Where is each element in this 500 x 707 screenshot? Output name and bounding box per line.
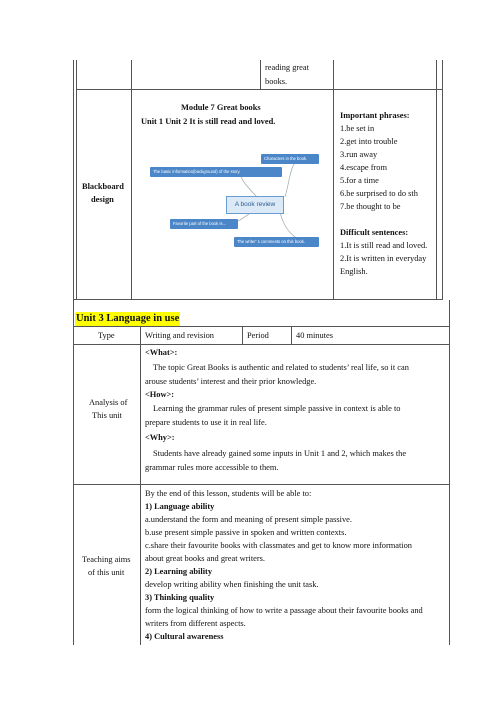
phrase-item: 3.run away xyxy=(340,150,378,159)
why-heading: <Why>: xyxy=(145,433,175,442)
mindmap-center: A book review xyxy=(226,196,284,214)
unit3-title: Unit 3 Language in use xyxy=(76,313,180,324)
table-border xyxy=(436,60,437,300)
sentence-item: English. xyxy=(340,267,368,276)
aim-heading: 3) Thinking quality xyxy=(145,593,215,602)
reading-line: books. xyxy=(265,77,288,86)
aim-text: a.understand the form and meaning of present simple passive. xyxy=(145,515,352,524)
table-border xyxy=(73,299,443,300)
aim-text: writers from different aspects. xyxy=(145,619,246,628)
what-heading: <What>: xyxy=(145,348,178,357)
type-value: Writing and revision xyxy=(145,331,214,340)
phrase-item: 2.get into trouble xyxy=(340,137,398,146)
aim-text: b.use present simple passive in spoken and written contexts. xyxy=(145,528,347,537)
mindmap-node-favorite: Favorite part of the book is... xyxy=(170,219,238,229)
what-text: arouse students’ interest and their prior knowledge. xyxy=(145,377,317,386)
phrase-item: 7.be thought to be xyxy=(340,202,401,211)
table-border xyxy=(442,60,443,300)
aim-text: c.share their favourite books with classmates and get to know more information xyxy=(145,541,412,550)
table-border xyxy=(73,326,450,327)
module-title: Module 7 Great books xyxy=(181,103,261,112)
table-border xyxy=(73,60,74,300)
table-border xyxy=(242,326,243,344)
important-heading: Important phrases: xyxy=(340,111,410,120)
phrase-item: 5.for a time xyxy=(340,176,379,185)
aims-intro: By the end of this lesson, students will be able to: xyxy=(145,489,312,498)
phrase-item: 4.escape from xyxy=(340,163,387,172)
section-border xyxy=(449,300,450,645)
why-text: Students have already gained some inputs in Unit 1 and 2, which makes the xyxy=(153,449,407,458)
what-text: The topic Great Books is authentic and related to students’ real life, so it can xyxy=(153,363,409,372)
table-border xyxy=(260,60,261,90)
table-border xyxy=(73,344,450,345)
aims-label: of this unit xyxy=(88,568,125,577)
how-text: Learning the grammar rules of present simple passive in context is able to xyxy=(153,404,401,413)
table-border xyxy=(140,326,141,645)
analysis-label: Analysis of xyxy=(89,398,128,407)
mindmap-node-basic: The basic information(background) of the story. xyxy=(150,167,282,177)
table-border xyxy=(73,484,450,485)
how-text: prepare students to use it in real life. xyxy=(145,418,267,427)
why-text: grammar rules more accessible to them. xyxy=(145,463,279,472)
type-label: Type xyxy=(98,331,115,340)
mindmap-node-characters: Characters in the book. xyxy=(261,154,319,164)
period-label: Period xyxy=(247,331,269,340)
section-border xyxy=(73,300,74,645)
how-heading: <How>: xyxy=(145,390,175,399)
aim-heading: 2) Learning ability xyxy=(145,567,213,576)
blackboard-label: design xyxy=(91,195,114,204)
sentence-item: 1.It is still read and loved. xyxy=(340,241,428,250)
aim-text: develop writing ability when finishing the unit task. xyxy=(145,580,319,589)
unit-title: Unit 1 Unit 2 It is still read and loved. xyxy=(141,117,276,126)
table-border xyxy=(76,89,443,90)
table-border xyxy=(291,326,292,344)
reading-line: reading great xyxy=(265,63,309,72)
table-border xyxy=(76,60,77,300)
aim-heading: 1) Language ability xyxy=(145,502,215,511)
analysis-label: This unit xyxy=(92,411,123,420)
aims-label: Teaching aims xyxy=(82,555,131,564)
aim-text: form the logical thinking of how to write a passage about their favourite books and xyxy=(145,606,423,615)
table-border xyxy=(333,60,334,300)
mindmap-node-comments: The writer' s comments on this book. xyxy=(234,237,319,247)
period-value: 40 minutes xyxy=(296,331,333,340)
aim-text: about great books and great writers. xyxy=(145,554,266,563)
aim-heading: 4) Cultural awareness xyxy=(145,632,224,641)
sentence-item: 2.It is written in everyday xyxy=(340,254,427,263)
phrase-item: 6.be surprised to do sth xyxy=(340,189,418,198)
table-border xyxy=(131,60,132,300)
blackboard-label: Blackboard xyxy=(82,182,124,191)
difficult-heading: Difficult sentences: xyxy=(340,228,409,237)
phrase-item: 1.be set in xyxy=(340,124,375,133)
